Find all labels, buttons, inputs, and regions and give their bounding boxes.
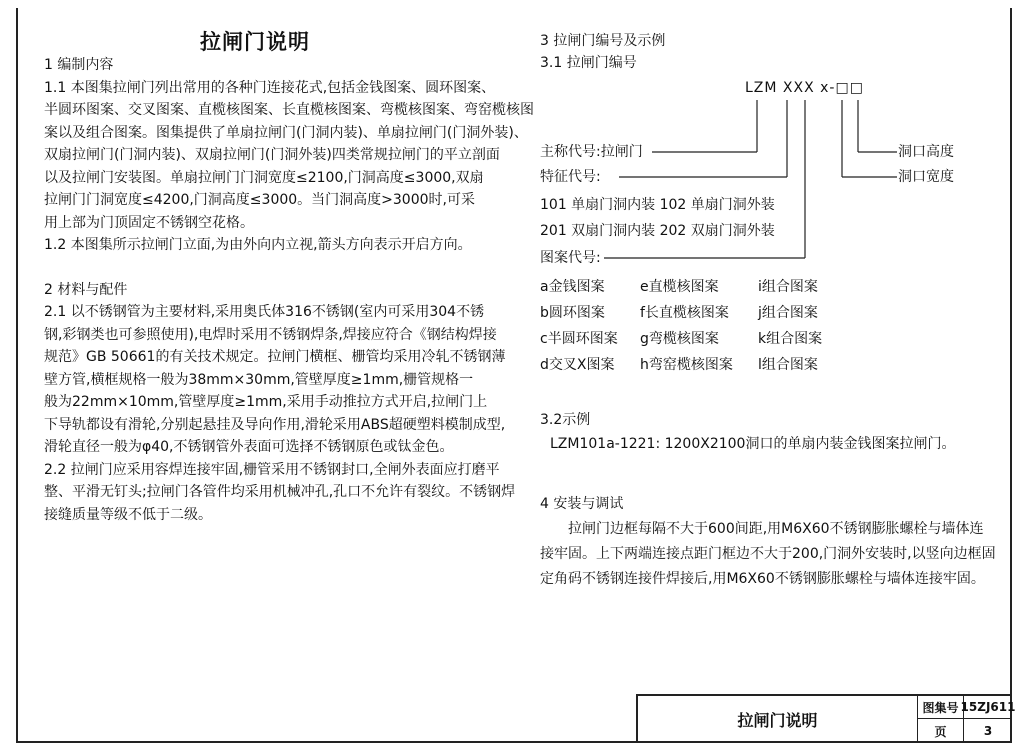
legend-item: f长直榄核图案 bbox=[640, 305, 729, 321]
paragraph-line: 2.1 以不锈钢管为主要材料,采用奥氏体316不锈钢(室内可采用304不锈 bbox=[44, 304, 485, 320]
example-text: LZM101a-1221: 1200X2100洞口的单扇内装金钱图案拉闸门。 bbox=[550, 436, 956, 452]
legend-item: e直榄核图案 bbox=[640, 279, 719, 295]
paragraph-line: 以及拉闸门安装图。单扇拉闸门门洞宽度≤2100,门洞高度≤3000,双扇 bbox=[44, 169, 484, 186]
paragraph-line: 双扇拉闸门(门洞内装)、双扇拉闸门(门洞外装)四类常规拉闸门的平立剖面 bbox=[44, 147, 500, 163]
pattern-code-label: 图案代号: bbox=[540, 250, 601, 266]
opening-width-label: 洞口宽度 bbox=[898, 169, 954, 185]
legend-row bbox=[540, 326, 848, 352]
example-heading: 3.2示例 bbox=[540, 412, 591, 428]
paragraph-line: 整、平滑无钉头;拉闸门各管件均采用机械冲孔,孔口不允许有裂纹。不锈钢焊 bbox=[44, 484, 516, 500]
paragraph-line: 拉闸门门洞宽度≤4200,门洞高度≤3000。当门洞高度>3000时,可采 bbox=[44, 192, 475, 208]
paragraph-line: 般为22mm×10mm,管壁厚度≥1mm,采用手动推拉方式开启,拉闸门上 bbox=[44, 394, 488, 410]
install-line: 接牢固。上下两端连接点距门框边不大于200,门洞外安装时,以竖向边框固 bbox=[540, 546, 996, 562]
paragraph-line: 半圆环图案、交叉图案、直榄核图案、长直榄核图案、弯榄核图案、弯窑榄核图 bbox=[44, 102, 534, 118]
legend-item: h弯窑榄核图案 bbox=[640, 357, 733, 373]
paragraph-line: 2.2 拉闸门应采用容焊连接牢固,栅管采用不锈钢封口,全闸外表面应打磨平 bbox=[44, 461, 500, 478]
paragraph-line: 接缝质量等级不低于二级。 bbox=[44, 506, 212, 523]
example-section bbox=[540, 408, 955, 456]
paragraph-line: 滑轮直径一般为φ40,不锈钢管外表面可选择不锈钢原色或钛金色。 bbox=[44, 439, 454, 455]
page-label: 页 bbox=[918, 719, 964, 743]
install-section bbox=[540, 492, 996, 592]
main-code-label: 主称代号:拉闸门 bbox=[540, 144, 643, 160]
legend-item: i组合图案 bbox=[758, 279, 818, 295]
page-title: 拉闸门说明 bbox=[200, 30, 310, 54]
legend-item: g弯榄核图案 bbox=[640, 331, 719, 347]
atlas-number-label: 图集号 bbox=[918, 696, 964, 719]
feature-line: 101 单扇门洞内装 102 单扇门洞外装 bbox=[540, 197, 775, 213]
opening-height-label: 洞口高度 bbox=[898, 144, 954, 160]
pattern-legend bbox=[540, 274, 848, 378]
paragraph-line: 下导轨都设有滑轮,分别起悬挂及导向作用,滑轮采用ABS超硬塑料模制成型, bbox=[44, 416, 506, 433]
paragraph-line: 壁方管,横框规格一般为38mm×30mm,管壁厚度≥1mm,栅管规格一 bbox=[44, 371, 474, 388]
legend-row bbox=[540, 300, 848, 326]
install-heading: 4 安装与调试 bbox=[540, 496, 624, 512]
section-1-heading: 1 编制内容 bbox=[44, 57, 114, 73]
feature-code-label: 特征代号: bbox=[540, 169, 601, 185]
legend-item: k组合图案 bbox=[758, 331, 823, 347]
paragraph-line: 案以及组合图案。图集提供了单扇拉闸门(门洞内装)、单扇拉闸门(门洞外装)、 bbox=[44, 124, 528, 141]
legend-item: a金钱图案 bbox=[540, 279, 605, 295]
legend-row bbox=[540, 352, 848, 378]
page-number: 3 bbox=[983, 724, 993, 738]
legend-item: d交叉X图案 bbox=[540, 357, 615, 373]
section-2-heading: 2 材料与配件 bbox=[44, 281, 128, 298]
title-block bbox=[636, 694, 1016, 741]
legend-item: l组合图案 bbox=[758, 357, 818, 373]
atlas-number-value: 15ZJ611 bbox=[964, 696, 1012, 719]
paragraph-line: 1.1 本图集拉闸门列出常用的各种门连接花式,包括金钱图案、圆环图案、 bbox=[44, 79, 496, 96]
paragraph-line: 钢,彩钢类也可参照使用),电焊时采用不锈钢焊条,焊接应符合《钢结构焊接 bbox=[44, 326, 497, 343]
door-code: LZM XXX x-□□ bbox=[745, 80, 864, 96]
install-line: 定角码不锈钢连接件焊接后,用M6X60不锈钢膨胀螺栓与墙体连接牢固。 bbox=[540, 571, 985, 587]
section-3-1-heading: 3.1 拉闸门编号 bbox=[540, 55, 637, 71]
legend-row bbox=[540, 274, 848, 300]
paragraph-line: 1.2 本图集所示拉闸门立面,为由外向内立视,箭头方向表示开启方向。 bbox=[44, 237, 472, 253]
section-3-heading: 3 拉闸门编号及示例 bbox=[540, 33, 666, 49]
paragraph-line: 用上部为门顶固定不锈钢空花格。 bbox=[44, 214, 254, 231]
paragraph-line: 规范》GB 50661的有关技术规定。拉闸门横框、栅管均采用冷轧不锈钢薄 bbox=[44, 349, 506, 365]
title-block-title: 拉闸门说明 bbox=[638, 696, 918, 743]
feature-line: 201 双扇门洞内装 202 双扇门洞外装 bbox=[540, 223, 775, 239]
legend-item: b圆环图案 bbox=[540, 305, 605, 321]
legend-item: j组合图案 bbox=[758, 305, 818, 321]
install-line: 拉闸门边框每隔不大于600间距,用M6X60不锈钢膨胀螺栓与墙体连 bbox=[568, 521, 984, 537]
legend-item: c半圆环图案 bbox=[540, 331, 618, 347]
